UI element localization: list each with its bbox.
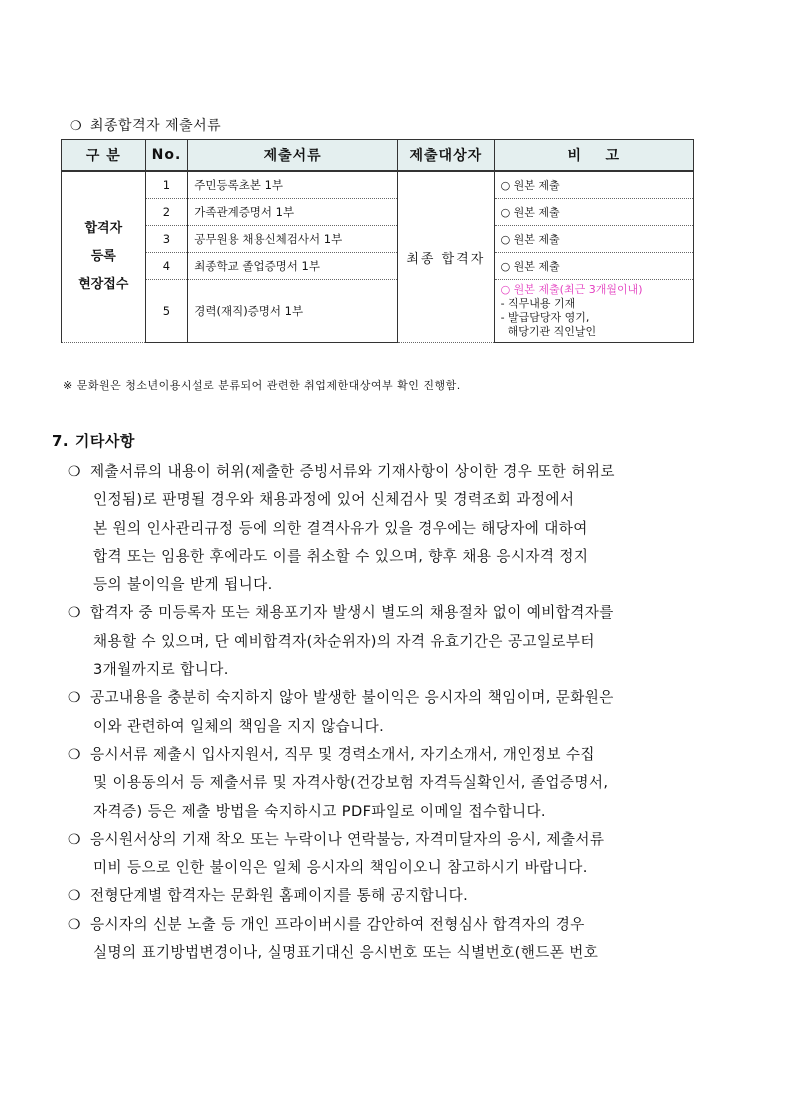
list-item: ❍ 공고내용을 충분히 숙지하지 않아 발생한 불이익은 응시자의 책임이며, 문화원은 이와 관련하여 일체의 책임을 지지 않습니다. <box>68 684 708 741</box>
table-header-row <box>62 140 694 172</box>
table-row <box>62 226 694 253</box>
header-target: 제출대상자 <box>398 140 495 172</box>
submission-documents-table <box>61 139 694 343</box>
section-heading <box>70 115 221 135</box>
row-note: ○ 원본 제출 <box>494 253 693 280</box>
other-matters-list <box>68 458 708 967</box>
list-item: ❍ 제출서류의 내용이 허위(제출한 증빙서류와 기재사항이 상이한 경우 또한 허위로 인정됨)로 판명될 경우와 채용과정에 있어 신체검사 및 경력조회 과정에서 본 원의 인사관리규정 등에 의한 결격사유가 있을 경우에는 해당자에 대하여 합격 또는 임용한 후에라도 이를 취소할 수 있으며, 향후 채용 응시자격 정지 등의 불이익을 받게 됩니다. <box>68 458 708 599</box>
note-detail: - 발급담당자 영기, <box>500 311 590 324</box>
table-row <box>62 280 694 343</box>
circle-bullet-icon: ❍ <box>68 916 81 933</box>
list-item: ❍ 응시원서상의 기재 착오 또는 누락이나 연락불능, 자격미달자의 응시, 제출서류 미비 등으로 인한 불이익은 일체 응시자의 책임이오니 참고하시기 바랍니다. <box>68 826 708 883</box>
row-no: 4 <box>145 253 188 280</box>
table-row <box>62 171 694 199</box>
header-category: 구 분 <box>62 140 146 172</box>
circle-bullet-icon: ❍ <box>68 464 81 480</box>
circle-bullet-icon: ❍ <box>68 690 81 707</box>
list-item: ❍ 응시자의 신분 노출 등 개인 프라이버시를 감안하여 전형심사 합격자의 경우 실명의 표기방법변경이나, 실명표기대신 응시번호 또는 식별번호(핸드폰 번호 <box>68 911 708 968</box>
row-document: 경력(재직)증명서 1부 <box>188 280 398 343</box>
header-no: No. <box>145 140 188 172</box>
section-heading-text: 최종합격자 제출서류 <box>90 118 222 134</box>
table-row <box>62 199 694 226</box>
note-detail: - 직무내용 기재 <box>500 297 576 310</box>
circle-bullet-icon: ❍ <box>68 888 81 905</box>
target-cell: 최종 합격자 <box>398 171 495 343</box>
circle-bullet-icon: ❍ <box>68 605 81 622</box>
row-document: 공무원용 채용신체검사서 1부 <box>188 226 398 253</box>
list-item: ❍ 합격자 중 미등록자 또는 채용포기자 발생시 별도의 채용절차 없이 예비합격자를 채용할 수 있으며, 단 예비합격자(차순위자)의 자격 유효기간은 공고일로부터 3개월까지로 합니다. <box>68 599 708 684</box>
footnote: ※ 문화원은 청소년이용시설로 분류되어 관련한 취업제한대상여부 확인 진행함. <box>63 379 461 392</box>
row-no: 1 <box>145 171 188 199</box>
group-cell: 합격자 등록 현장접수 <box>62 171 146 343</box>
list-item: ❍ 전형단계별 합격자는 문화원 홈페이지를 통해 공지합니다. <box>68 882 708 910</box>
row-document: 주민등록초본 1부 <box>188 171 398 199</box>
header-remarks: 비 고 <box>494 140 693 172</box>
row-no: 3 <box>145 226 188 253</box>
row-note: ○ 원본 제출 <box>494 199 693 226</box>
list-item: ❍ 응시서류 제출시 입사지원서, 직무 및 경력소개서, 자기소개서, 개인정보 수집 및 이용동의서 등 제출서류 및 자격사항(건강보험 자격득실확인서, 졸업증명서, 자격증) 등은 제출 방법을 숙지하시고 PDF파일로 이메일 접수합니다. <box>68 741 708 826</box>
row-note: ○ 원본 제출 <box>494 171 693 199</box>
row-no: 2 <box>145 199 188 226</box>
table-row <box>62 253 694 280</box>
row-document: 가족관계증명서 1부 <box>188 199 398 226</box>
row-note <box>494 280 693 343</box>
note-detail: 해당기관 직인날인 <box>500 325 597 338</box>
row-note: ○ 원본 제출 <box>494 226 693 253</box>
header-document: 제출서류 <box>188 140 398 172</box>
note-original-recent: ○ 원본 제출(최근 3개월이내) <box>500 283 643 296</box>
section-7-title: 7. 기타사항 <box>52 432 135 450</box>
row-no: 5 <box>145 280 188 343</box>
row-document: 최종학교 졸업증명서 1부 <box>188 253 398 280</box>
circle-bullet-icon: ❍ <box>70 119 83 134</box>
circle-bullet-icon: ❍ <box>68 746 81 763</box>
circle-bullet-icon: ❍ <box>68 831 81 848</box>
